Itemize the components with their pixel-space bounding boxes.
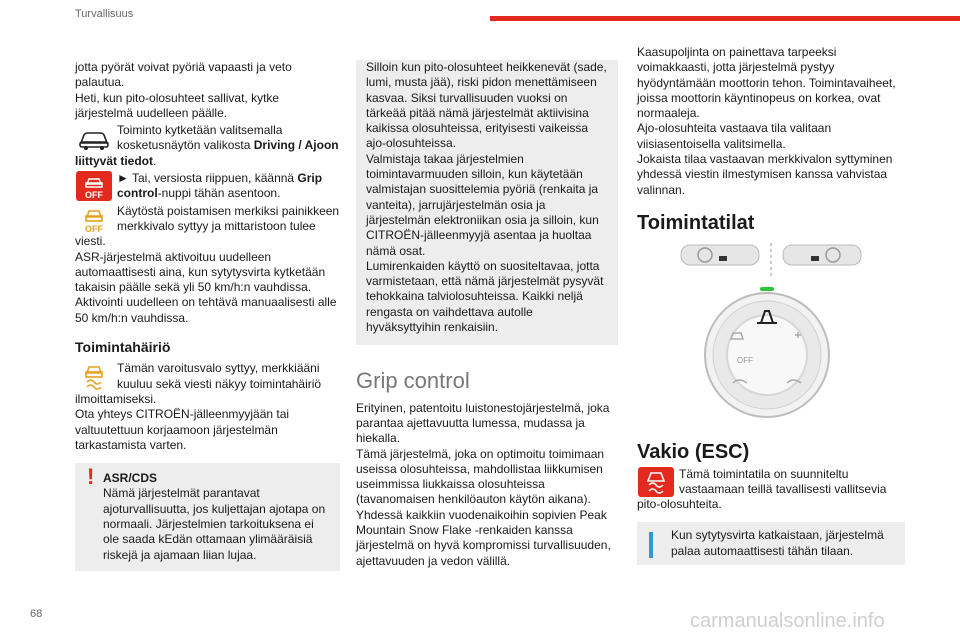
svg-text:OFF: OFF: [85, 190, 103, 201]
esc-icon: [637, 467, 675, 497]
column-left: [75, 60, 340, 571]
warning-text: Nämä järjestelmät parantavat ajoturvallisuutta, jos kuljettajan ajotapa on normaali. Järjestelmien tarkoituksena ei ole saada kEdän ottamaan ylimääräisiä riskejä ja ajamaan liian lujaa.: [103, 486, 326, 562]
grip-knob-note: [75, 171, 340, 202]
menu-path: Driving / Ajoon liittyvät tiedot: [75, 138, 339, 168]
header-accent-bar: [490, 16, 960, 21]
warning-box: [75, 463, 340, 571]
asr-reactivation: ASR-järjestelmä aktivoituu uudelleen automaattisesti aina, kun sytytysvirta kytketään takaisin päälle sekä yli 50 km/h:n vauhdissa. Aktivointi uudelleen on tehtävä manuaalisesti alle 50 km/h:n vauhdissa.: [75, 249, 337, 325]
column-middle: [356, 60, 618, 569]
standard-mode-text: Tämä toimintatila on suunniteltu vastaamaan teillä tavallisesti vallitsevia pito-olosuhteita.: [637, 466, 887, 512]
heading-grip-control: Grip control: [356, 368, 470, 394]
arrow-end: -nuppi tähän asentoon.: [157, 186, 281, 201]
grip-control-text: Erityinen, patentoitu luistonestojärjestelmä, joka parantaa ajettavuutta lumessa, mudassa ja hiekalla. Tämä järjestelmä, joka on optimoitu toimimaan useissa olosuhteissa, mahdollistaa liikkumisen useimmissa liukkaissa olosuhteissa (tavanomaisen henkilöauton käytön aikana). Yhdessä kaikkiin vuodenaikoihin sopivien Peak Mountain Snow Flake -renkaiden kanssa järjestelmä on hyvä kompromissi turvallisuuden, ajettavuuden ja vedon välillä.: [356, 400, 611, 568]
watermark: carmanualsonline.info: [690, 610, 885, 632]
info-icon: [649, 532, 653, 558]
skid-warning-icon: [75, 361, 113, 391]
heading-standard-esc: Vakio (ESC): [637, 441, 750, 464]
paragraph-traction: jotta pyörät voivat pyöriä vapaasti ja veto palautua. Heti, kun pito-olosuhteet sallivat, kytke järjestelmä uudelleen päälle.: [75, 60, 292, 120]
heading-modes: Toimintatilat: [637, 211, 755, 234]
svg-text:OFF: OFF: [737, 356, 753, 366]
info-note-box: [637, 522, 905, 565]
section-header: Turvallisuus: [75, 8, 134, 20]
standard-mode-note: [637, 467, 905, 513]
deactivation-note: [75, 204, 340, 250]
grip-control-dial-illustration[interactable]: [637, 283, 905, 423]
malfunction-note: [75, 361, 340, 453]
column-right: [637, 45, 905, 565]
esc-off-warning-icon: [75, 204, 113, 234]
deactivation-text: Käytöstä poistamisen merkiksi painikkeen merkkivalo syttyy ja mittaristoon tulee viesti.: [75, 203, 340, 249]
warning-title: ASR/CDS: [103, 471, 158, 486]
page-number: 68: [30, 608, 43, 620]
touchscreen-note: [75, 123, 340, 169]
grip-control-label: Grip control: [117, 171, 323, 201]
mirror-buttons-illustration: [637, 239, 905, 279]
car-icon: [75, 123, 113, 153]
info-box-grey: [356, 60, 618, 345]
info-note-text: Kun sytytysvirta katkaistaan, järjestelmä palaa automaattisesti tähän tilaan.: [671, 528, 884, 558]
grey-box-text: Silloin kun pito-olosuhteet heikkenevät (sade, lumi, musta jää), riski pidon menettämiseen kasvaa. Siksi turvallisuuden vuoksi on tärkeää pitää nämä järjestelmät aktiivisina kaikissa olosuhteissa, erityisesti vaikeissa ajo-olosuhteissa. Valmistaja takaa järjestelmien toimintavarmuuden silloin, kun käytetään valmistajan suosittelemia pyöriä (renkaita ja vanteita), jarrujärjestelmän osia ja järjestelmän elektroniikan osia ja silloin, kun CITROËN-jälleenmyyjä asentaa ja huoltaa nämä osat. Lumirenkaiden käyttö on suositeltavaa, jotta varmistetaan, että nämä järjestelmät pysyvät tehokkaina talviolosuhteissa. Kaikki neljä rengasta on vaihdettava autolle hyväksyttyihin renkaisiin.: [366, 60, 607, 335]
heading-malfunction: Toimintahäiriö: [75, 339, 171, 356]
exclamation-icon: !: [87, 464, 95, 490]
touchscreen-text: Toiminto kytketään valitsemalla kosketusnäytön valikosta: [117, 123, 283, 153]
malfunction-text: Tämän varoitusvalo syttyy, merkkiääni kuuluu sekä viesti näkyy toimintahäiriö ilmoittamiseksi. Ota yhteys CITROËN-jälleenmyyjään tai valtuutettuun korjaamoon järjestelmän tarkastamista varten.: [75, 361, 322, 452]
arrow-text: ► Tai, versiosta riippuen, käännä: [117, 171, 298, 186]
esc-off-icon: [75, 171, 113, 201]
accelerator-text: Kaasupoljinta on painettava tarpeeksi voimakkaasti, jotta järjestelmä pystyy hyödyntämään moottorin tehon. Toimintavaiheet, joissa moottorin käyntinopeus on korkea, ovat normaaleja. Ajo-olosuhteita vastaava tila valitaan viisiasentoisella valitsimella. Jokaista tilaa vastaavan merkkivalon syttyminen yhdessä viestin ilmestymisen kanssa vahvistaa valinnan.: [637, 45, 896, 197]
svg-text:OFF: OFF: [85, 223, 103, 234]
touchscreen-end: .: [153, 153, 157, 168]
